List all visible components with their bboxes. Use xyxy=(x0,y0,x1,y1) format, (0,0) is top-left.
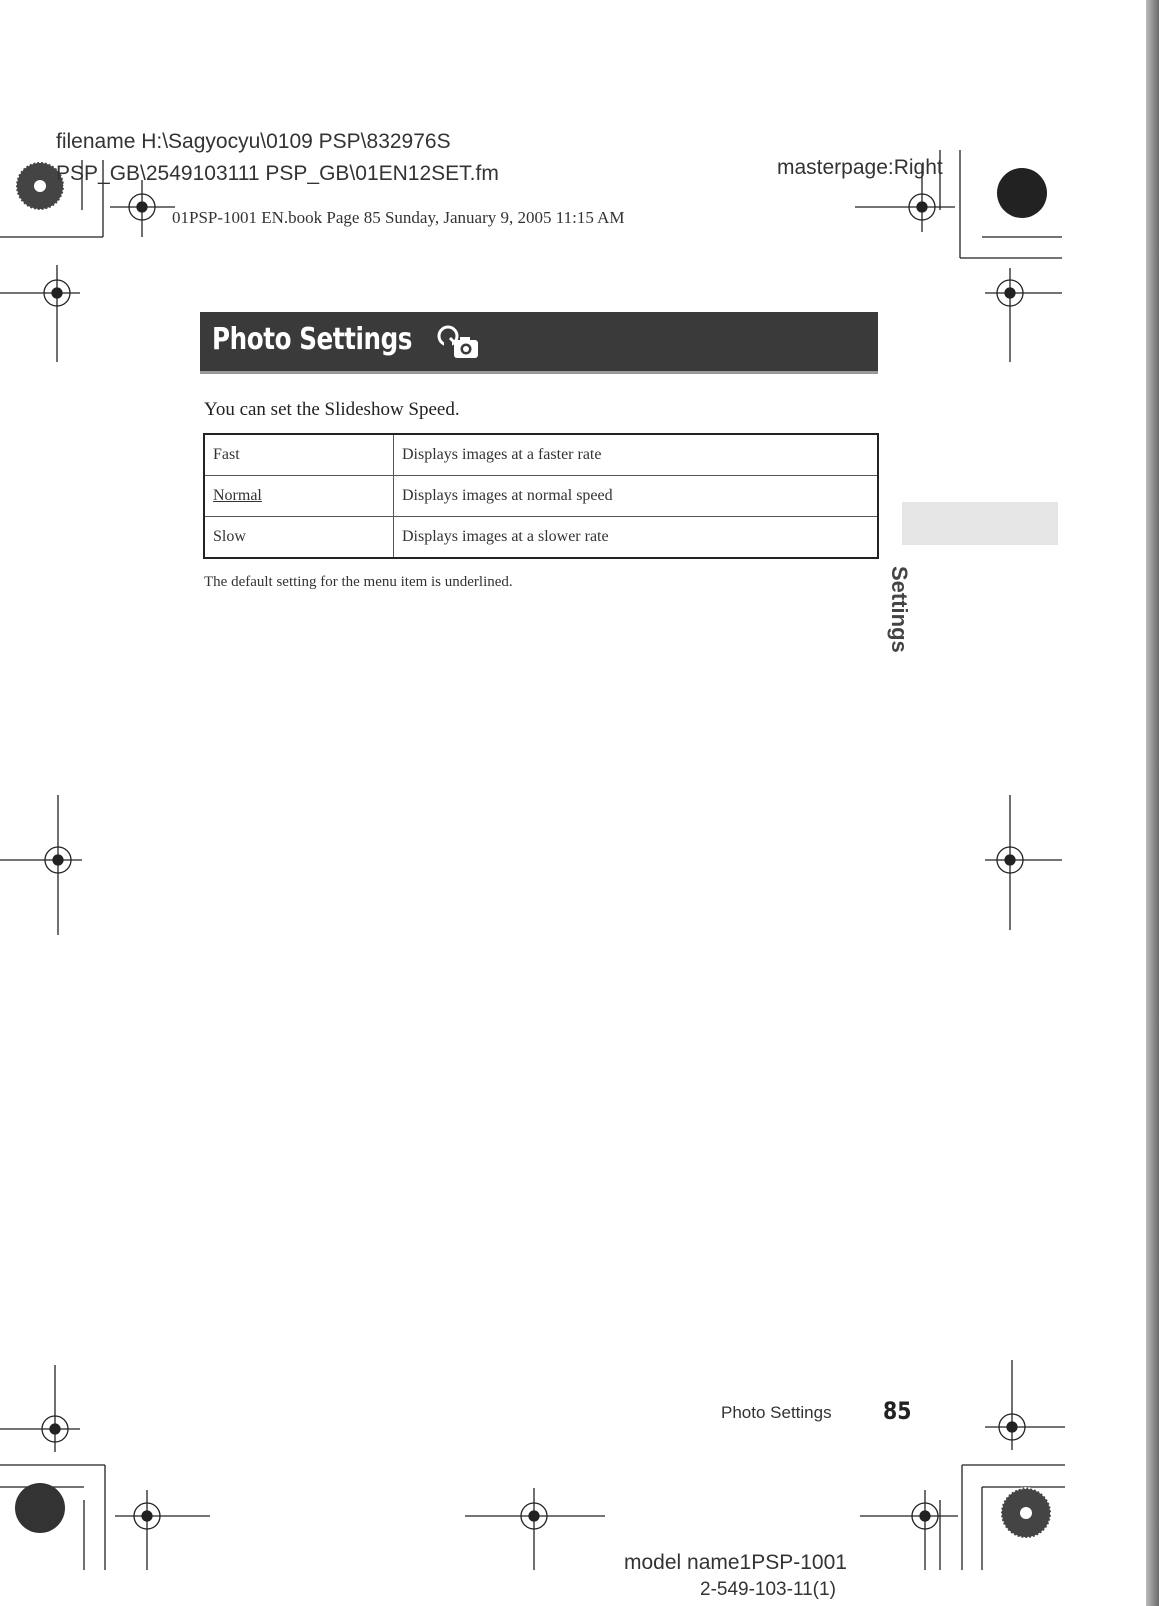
masterpage-label: masterpage:Right xyxy=(777,156,943,179)
page-number: 85 xyxy=(883,1397,912,1425)
option-description: Displays images at a slower rate xyxy=(394,517,879,559)
side-tab-block xyxy=(902,502,1058,545)
option-description: Displays images at normal speed xyxy=(394,476,879,517)
table-row xyxy=(204,476,878,517)
option-normal-default: Normal xyxy=(213,487,262,504)
photo-settings-icon xyxy=(436,322,482,367)
model-name: model name1PSP-1001 xyxy=(624,1551,847,1574)
filename-line-1: filename H:\Sagyocyu\0109 PSP\832976S xyxy=(56,130,451,153)
default-note: The default setting for the menu item is underlined. xyxy=(204,574,513,590)
section-title-bar xyxy=(200,312,878,374)
running-title: Photo Settings xyxy=(721,1403,832,1422)
table-row xyxy=(204,434,878,476)
option-fast: Fast xyxy=(204,434,394,476)
side-tab-label: Settings xyxy=(887,566,912,653)
option-description: Displays images at a faster rate xyxy=(394,434,879,476)
model-code: 2-549-103-11(1) xyxy=(700,1579,836,1600)
book-info: 01PSP-1001 EN.book Page 85 Sunday, January 9, 2005 11:15 AM xyxy=(172,208,625,227)
filename-line-2: PSP_GB\2549103111 PSP_GB\01EN12SET.fm xyxy=(56,162,499,185)
table-row xyxy=(204,517,878,559)
settings-table xyxy=(203,433,879,559)
section-title: Photo Settings xyxy=(212,322,413,357)
intro-text: You can set the Slideshow Speed. xyxy=(204,399,460,420)
option-slow: Slow xyxy=(204,517,394,559)
